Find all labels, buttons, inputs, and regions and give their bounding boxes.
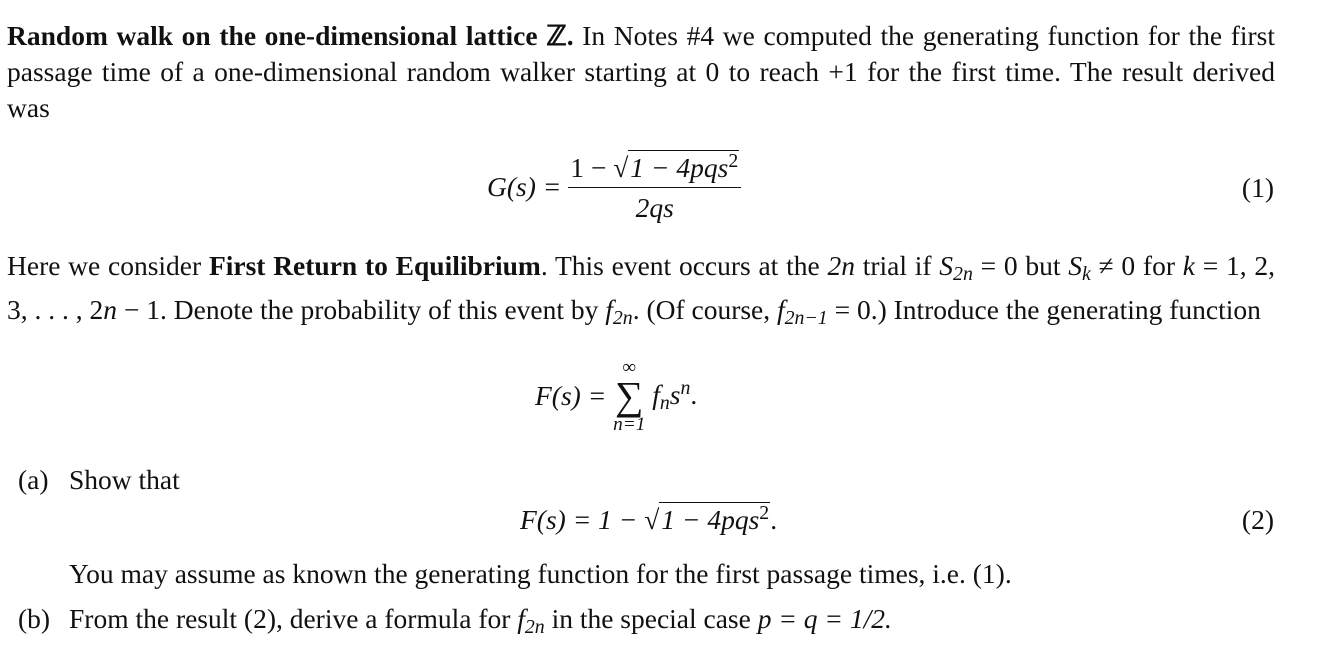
eq1-lhs: G(s) = — [487, 170, 562, 202]
eq2-radicand-text: 1 − 4pqs — [661, 503, 760, 535]
section-text-1: Here we consider — [7, 250, 209, 281]
section-2n: 2n — [827, 250, 855, 281]
eq2-number: (2) — [1241, 504, 1274, 535]
eqF-term: $f_ns^n$. — [652, 377, 698, 415]
eq2-tail: . — [770, 503, 778, 535]
part-a-text: Show that — [69, 464, 180, 495]
section-text-12: = 0.) Introduce the generating function — [827, 293, 1261, 325]
section-paragraph — [7, 248, 1275, 336]
eq1-numerator: 1 − √1 − 4pqs$^2$ — [568, 150, 741, 188]
sum-lower: n=1 — [613, 414, 646, 436]
f-2n-symbol: $f_{2n}$ — [605, 293, 633, 329]
equation-2: F(s) = 1 − √1 − 4pqs$^2$. — [520, 502, 778, 535]
part-b-text-1: From the result (2), derive a formula for — [69, 603, 518, 634]
eq2-lhs: F(s) = 1 − — [520, 503, 645, 535]
section-text-11: . (Of course, — [632, 293, 778, 325]
section-k: k — [1182, 250, 1195, 281]
part-b-condition: p = q = 1/2. — [757, 603, 892, 634]
part-b-text-2: in the special case — [544, 603, 758, 634]
part-b-label: (b) — [18, 603, 51, 634]
s-k-symbol: $S_k$ — [1068, 250, 1091, 285]
section-bold-term: First Return to Equilibrium — [208, 250, 541, 281]
eq1-fraction — [568, 150, 741, 224]
section-text-5: = 0 but — [972, 250, 1069, 281]
f-2n-symbol-b: $f_{2n}$ — [517, 603, 545, 638]
eqF-tail: . — [690, 379, 698, 411]
summation-symbol — [613, 358, 645, 434]
equation-F — [535, 358, 697, 434]
eqF-lhs: F(s) = — [535, 380, 607, 412]
section-text-6: ≠ 0 for — [1090, 250, 1183, 281]
eq1-number: (1) — [1241, 172, 1274, 203]
eq1-num-prefix: 1 − — [570, 151, 614, 183]
section-n: n — [103, 293, 117, 325]
sigma-icon: ∑ — [615, 373, 644, 419]
eq1-radicand-text: 1 − 4pqs — [630, 151, 729, 183]
f-2n-minus-1-symbol: $f_{2n-1}$ — [777, 293, 828, 329]
s-2n-symbol: $S_{2n}$ — [939, 250, 973, 285]
intro-text: In Notes #4 we computed the generating function for the first passage time of a one-dimensional random walker starting at 0 to reach +1 for the first time. The result derived was — [7, 20, 1275, 123]
eqF-f: f — [652, 379, 660, 411]
eq1-denominator: 2qs — [635, 191, 674, 223]
sum-upper: ∞ — [622, 357, 637, 378]
section-text-10: − 1. Denote the probability of this event by — [117, 293, 606, 325]
section-text-4: trial if — [854, 250, 940, 281]
section-text-2: . This event occurs at the — [540, 250, 828, 281]
section-title: Random walk on the one-dimensional lattice ℤ. — [7, 20, 574, 51]
part-a-note: You may assume as known the generating function for the first passage times, i.e. (1). — [69, 558, 1012, 589]
part-a-label: (a) — [18, 464, 49, 495]
eq1-radicand: 1 − 4pqs$^2$ — [630, 150, 739, 183]
section-text-8: = 1, 2, 3, . . . , 2 — [7, 250, 1276, 325]
intro-paragraph — [7, 18, 1275, 126]
part-b-text — [69, 603, 892, 639]
equation-1 — [487, 150, 741, 224]
eq2-radicand: 1 − 4pqs$^2$ — [661, 502, 770, 535]
